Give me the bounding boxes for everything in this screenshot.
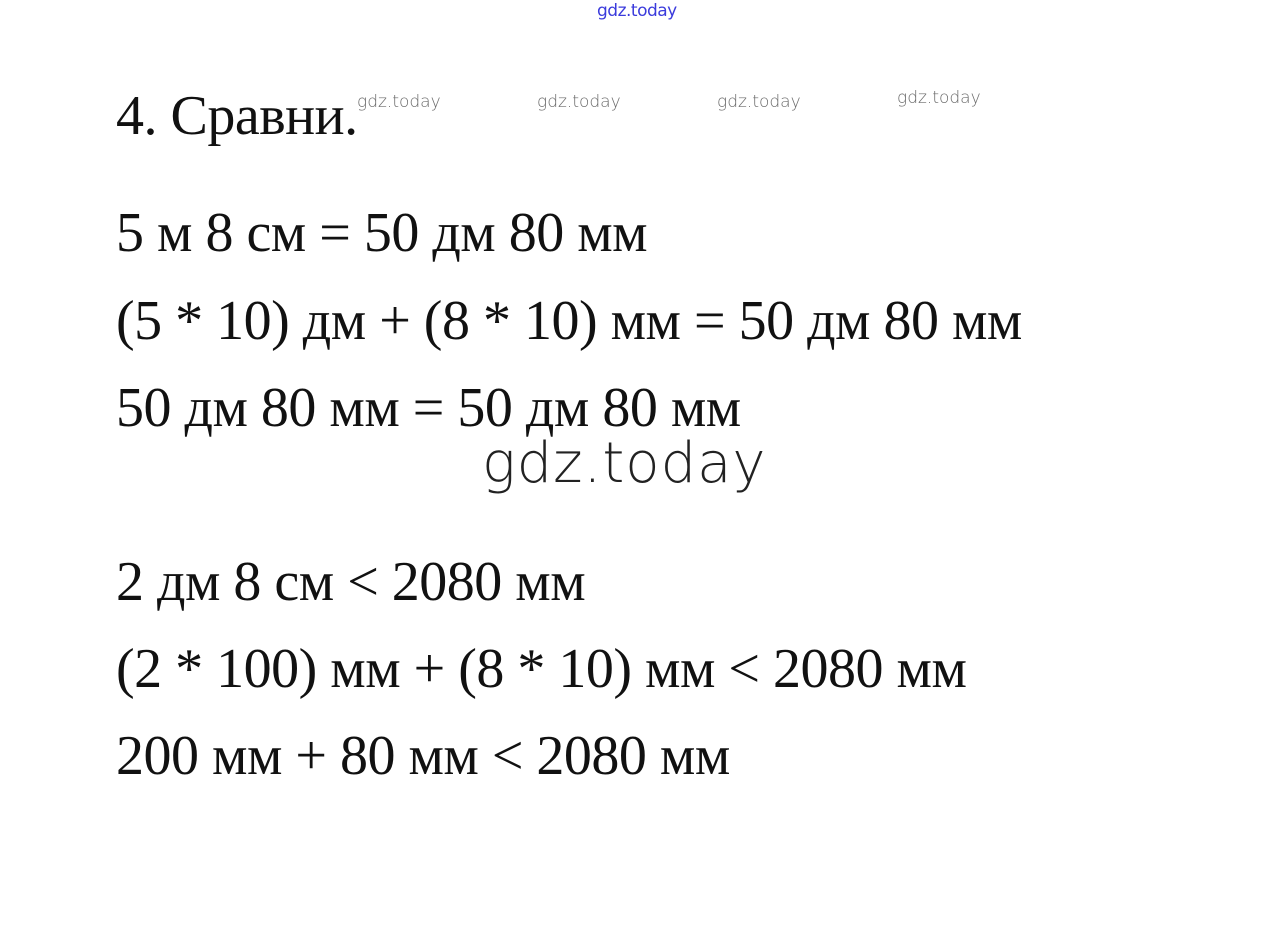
equation-line: (2 * 100) мм + (8 * 10) мм < 2080 мм — [116, 638, 967, 700]
exercise-heading: 4. Сравни. — [116, 85, 358, 147]
equation-line: 5 м 8 см = 50 дм 80 мм — [116, 202, 648, 264]
equation-line: 50 дм 80 мм = 50 дм 80 мм — [116, 377, 741, 439]
watermark-row-1: gdz.today — [357, 92, 441, 112]
watermark-row-3: gdz.today — [717, 92, 801, 112]
watermark-row-4: gdz.today — [897, 88, 981, 108]
watermark-center: gdz.today — [482, 431, 767, 496]
equation-line: (5 * 10) дм + (8 * 10) мм = 50 дм 80 мм — [116, 290, 1022, 352]
watermark-row-2: gdz.today — [537, 92, 621, 112]
equation-line: 200 мм + 80 мм < 2080 мм — [116, 725, 730, 787]
equation-line: 2 дм 8 см < 2080 мм — [116, 551, 586, 613]
watermark-top: gdz.today — [597, 1, 677, 21]
